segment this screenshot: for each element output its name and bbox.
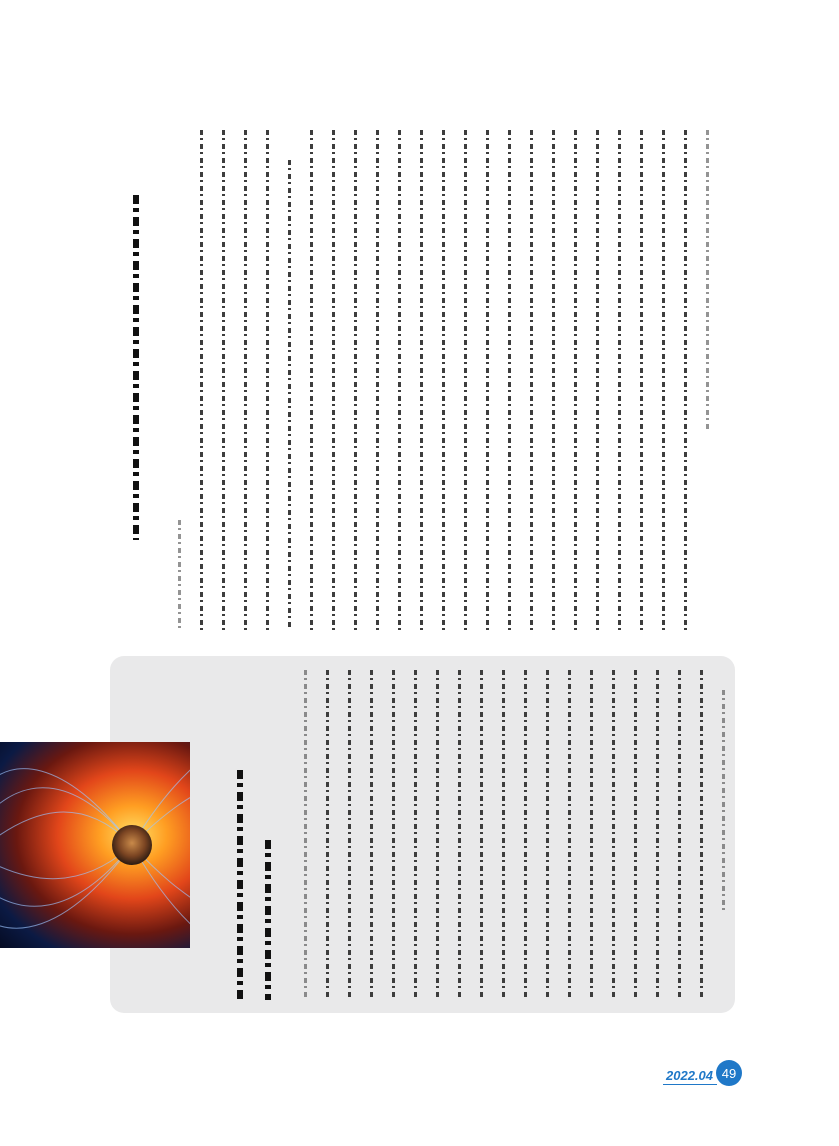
text-column — [452, 670, 466, 1000]
text-column — [678, 130, 692, 630]
text-column — [568, 130, 582, 630]
text-column — [546, 130, 560, 630]
text-column — [634, 130, 648, 630]
text-column — [716, 690, 730, 910]
text-column — [238, 130, 252, 630]
text-column — [700, 130, 714, 430]
text-column — [458, 130, 472, 630]
text-column — [282, 160, 296, 630]
text-column — [408, 670, 422, 1000]
text-column — [480, 130, 494, 630]
text-column — [524, 130, 538, 630]
text-column — [342, 670, 356, 1000]
text-column — [414, 130, 428, 630]
text-column — [430, 670, 444, 1000]
text-column — [562, 670, 576, 1000]
text-column — [650, 670, 664, 1000]
text-column — [364, 670, 378, 1000]
text-column — [216, 130, 230, 630]
text-column — [474, 670, 488, 1000]
text-column — [370, 130, 384, 630]
article-title — [126, 195, 146, 540]
text-column — [540, 670, 554, 1000]
field-lines-graphic — [0, 742, 190, 948]
magnetic-field-illustration — [0, 742, 190, 948]
text-column — [672, 670, 686, 1000]
issue-date: 2022.04 — [666, 1068, 713, 1083]
sidebar-title — [230, 770, 250, 1000]
text-column — [612, 130, 626, 630]
footer-rule — [663, 1084, 717, 1085]
text-column — [392, 130, 406, 630]
text-column — [386, 670, 400, 1000]
text-column — [326, 130, 340, 630]
text-column — [606, 670, 620, 1000]
page-number-badge: 49 — [716, 1060, 742, 1086]
text-column — [304, 130, 318, 630]
text-column — [584, 670, 598, 1000]
text-column — [502, 130, 516, 630]
text-column — [436, 130, 450, 630]
text-column — [348, 130, 362, 630]
text-column — [260, 130, 274, 630]
text-column — [656, 130, 670, 630]
text-column — [694, 670, 708, 1000]
text-column — [172, 520, 186, 628]
text-column — [194, 130, 208, 630]
text-column — [320, 670, 334, 1000]
text-column — [518, 670, 532, 1000]
text-column — [628, 670, 642, 1000]
sidebar-title — [258, 840, 278, 1000]
text-column — [298, 670, 312, 1000]
text-column — [590, 130, 604, 630]
text-column — [496, 670, 510, 1000]
